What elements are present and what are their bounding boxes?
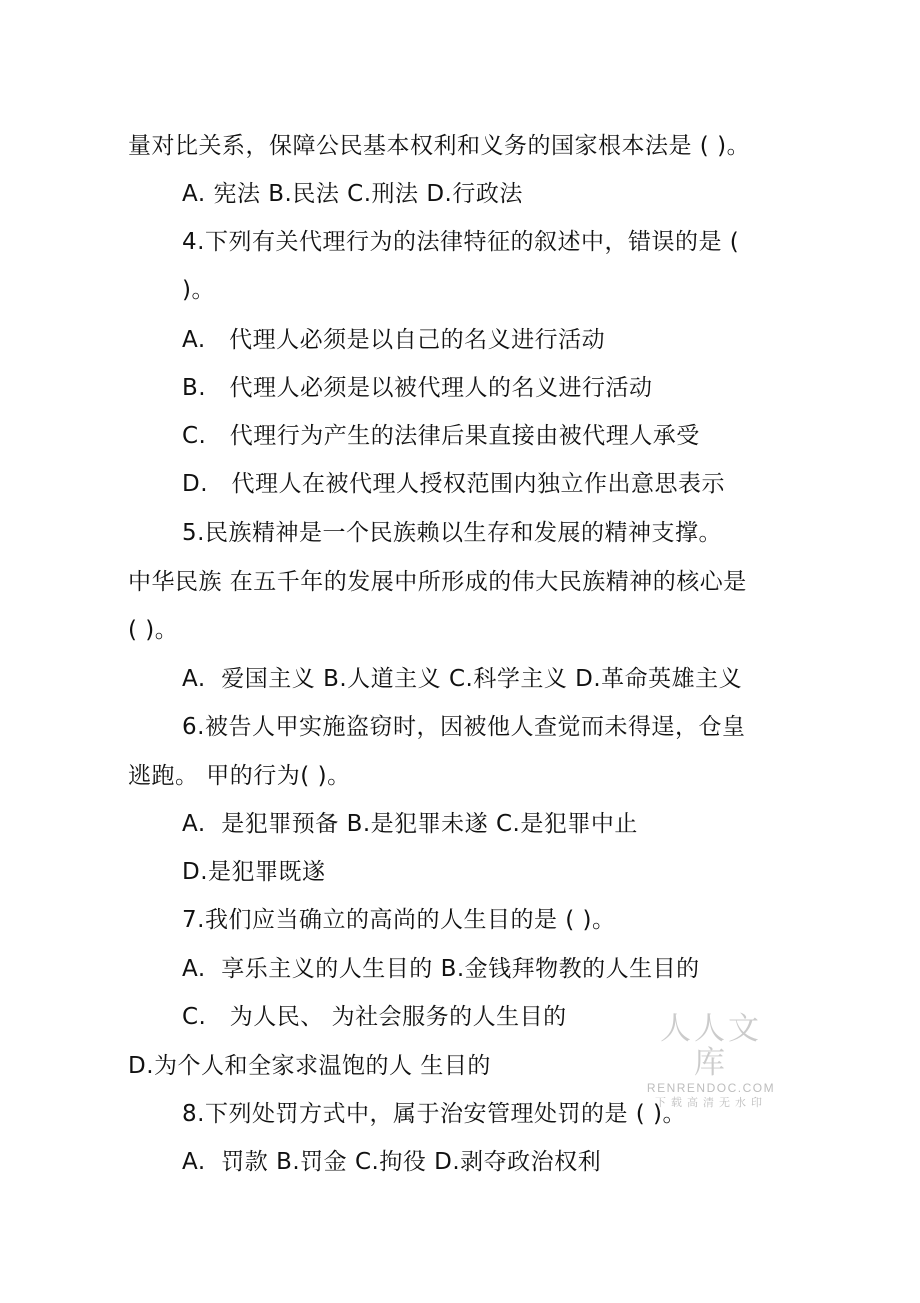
text-line-q6-options: A. 是犯罪预备 B.是犯罪未遂 C.是犯罪中止 (182, 811, 638, 837)
text-line-q7-option-d: D.为个人和全家求温饱的人 生目的 (128, 1053, 491, 1079)
text-line-q4-option-a: A. 代理人必须是以自己的名义进行活动 (182, 327, 606, 353)
text-line-q3-options: A. 宪法 B.民法 C.刑法 D.行政法 (182, 181, 523, 207)
text-line-q7-options: A. 享乐主义的人生目的 B.金钱拜物教的人生目的 (182, 956, 700, 982)
text-line-q6-stem: 6.被告人甲实施盗窃时，因被他人查觉而未得逞，仓皇 (182, 714, 746, 740)
text-line-q8-stem: 8.下列处罚方式中，属于治安管理处罚的是 ( )。 (182, 1101, 687, 1127)
text-line-q4-stem: 4.下列有关代理行为的法律特征的叙述中，错误的是 ( (182, 229, 740, 255)
watermark (646, 1012, 776, 1110)
text-line-q3-continuation: 量对比关系，保障公民基本权利和义务的国家根本法是 ( )。 (128, 133, 751, 159)
watermark-title: 人人文库 (660, 1011, 762, 1080)
text-line-q5-stem-cont: 中华民族 在五千年的发展中所形成的伟大民族精神的核心是 (128, 569, 747, 595)
text-line-q4-option-b: B. 代理人必须是以被代理人的名义进行活动 (182, 375, 653, 401)
text-line-q4-option-c: C. 代理行为产生的法律后果直接由被代理人承受 (182, 423, 700, 449)
text-line-q7-stem: 7.我们应当确立的高尚的人生目的是 ( )。 (182, 907, 616, 933)
text-line-q6-stem-end: 逃跑。 甲的行为( )。 (128, 763, 351, 789)
text-line-q5-stem: 5.民族精神是一个民族赖以生存和发展的精神支撑。 (182, 520, 722, 546)
watermark-domain: RENRENDOC.COM (646, 1081, 776, 1095)
text-line-q8-options: A. 罚款 B.罚金 C.拘役 D.剥夺政治权利 (182, 1149, 602, 1175)
text-line-q7-option-c: C. 为人民、 为社会服务的人生目的 (182, 1004, 567, 1030)
text-line-q5-options: A. 爱国主义 B.人道主义 C.科学主义 D.革命英雄主义 (182, 666, 743, 692)
text-line-q6-option-d: D.是犯罪既遂 (182, 859, 326, 885)
watermark-slogan: 下载高清无水印 (655, 1096, 767, 1109)
text-line-q5-stem-end: ( )。 (128, 617, 179, 643)
text-line-q4-stem-end: )。 (182, 277, 215, 303)
text-line-q4-option-d: D. 代理人在被代理人授权范围内独立作出意思表示 (182, 471, 725, 497)
